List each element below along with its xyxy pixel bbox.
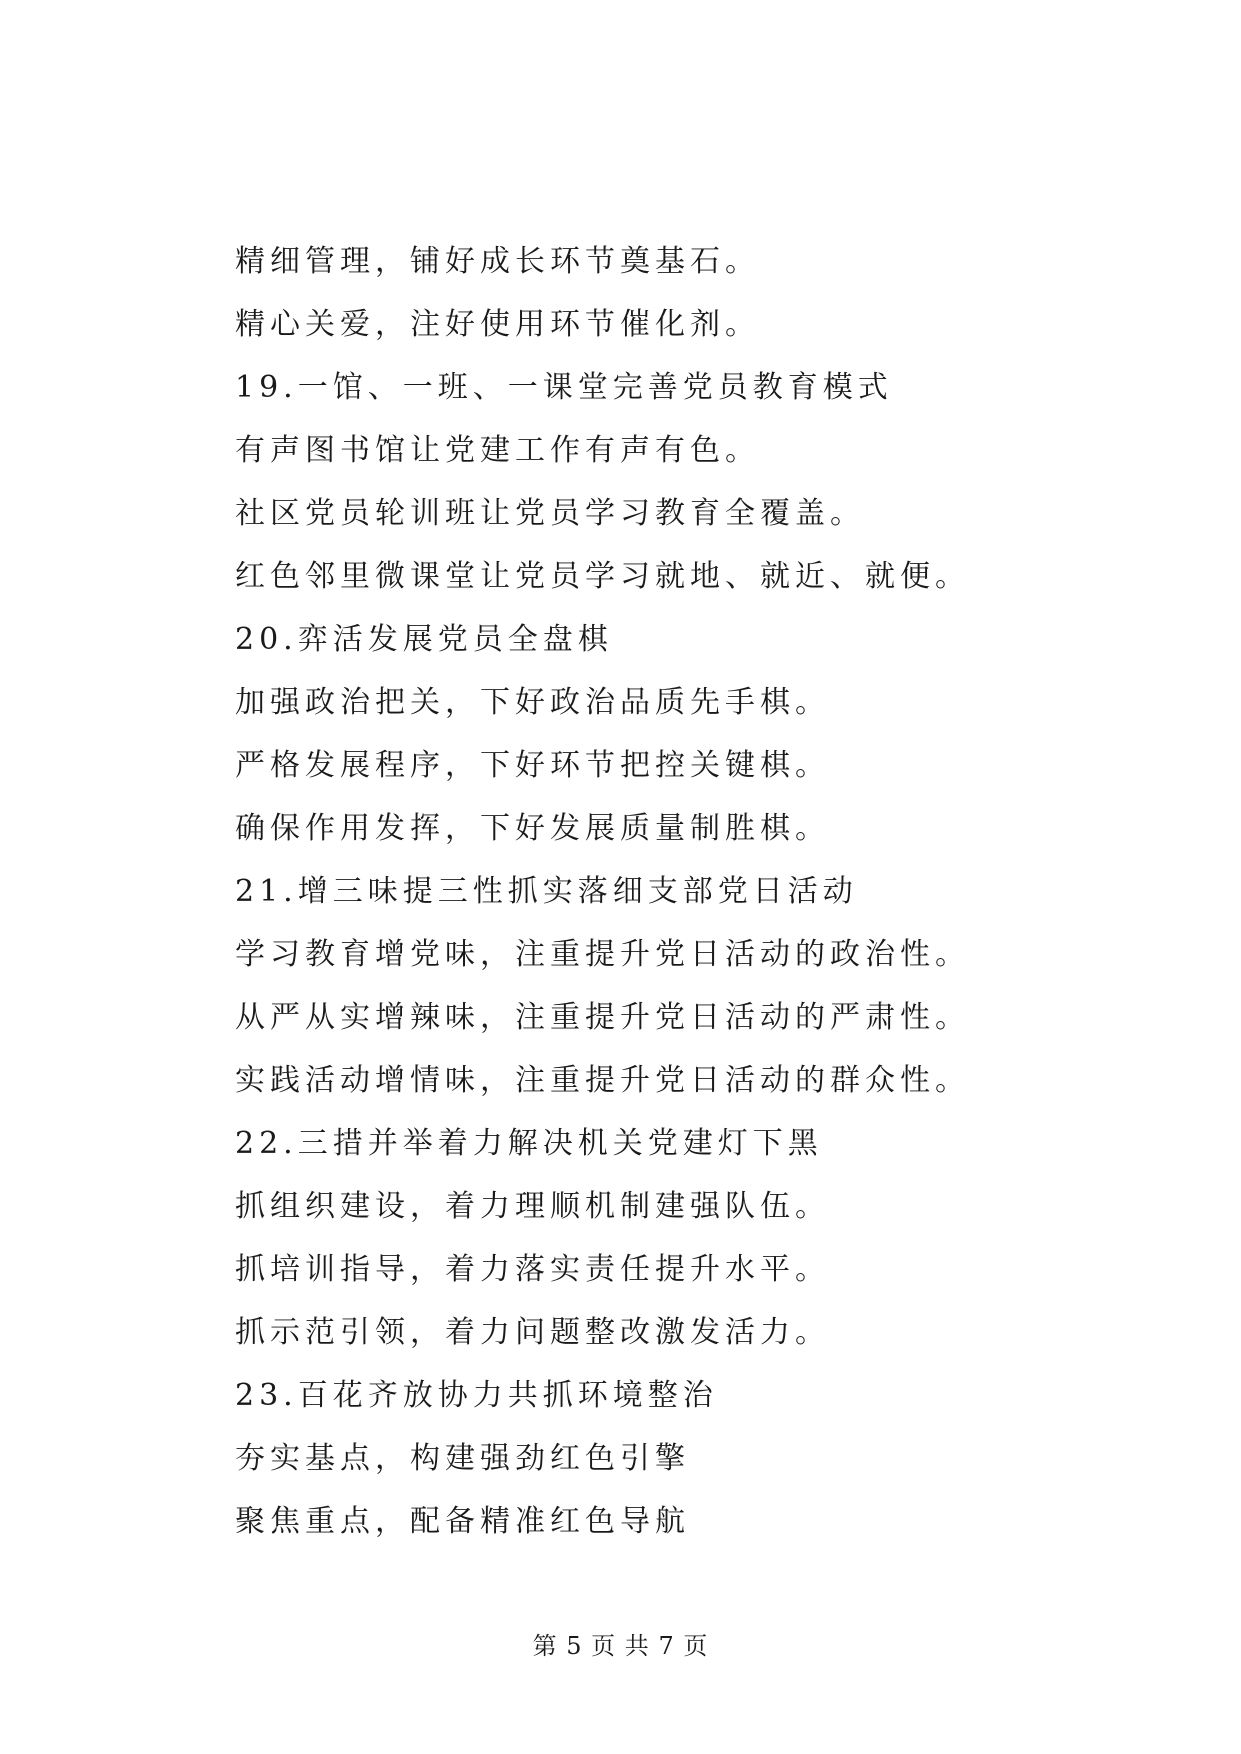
text-line: 从严从实增辣味，注重提升党日活动的严肃性。 <box>235 1000 970 1035</box>
text-line: 红色邻里微课堂让党员学习就地、就近、就便。 <box>235 559 970 594</box>
text-line: 确保作用发挥，下好发展质量制胜棋。 <box>235 811 830 846</box>
text-line: 聚焦重点，配备精准红色导航 <box>235 1504 690 1539</box>
text-line: 夯实基点，构建强劲红色引擎 <box>235 1441 690 1476</box>
section-heading: 19.一馆、一班、一课堂完善党员教育模式 <box>235 370 893 405</box>
section-heading: 20.弈活发展党员全盘棋 <box>235 622 613 657</box>
section-heading: 21.增三味提三性抓实落细支部党日活动 <box>235 874 858 909</box>
text-line: 社区党员轮训班让党员学习教育全覆盖。 <box>235 496 865 531</box>
text-line: 实践活动增情味，注重提升党日活动的群众性。 <box>235 1063 970 1098</box>
text-line: 精心关爱，注好使用环节催化剂。 <box>235 307 760 342</box>
section-heading: 23.百花齐放协力共抓环境整治 <box>235 1378 718 1413</box>
text-line: 加强政治把关，下好政治品质先手棋。 <box>235 685 830 720</box>
page-footer: 第 5 页 共 7 页 <box>532 1632 709 1660</box>
text-line: 学习教育增党味，注重提升党日活动的政治性。 <box>235 937 970 972</box>
text-line: 抓培训指导，着力落实责任提升水平。 <box>235 1252 830 1287</box>
document-body <box>235 230 1175 1553</box>
text-line: 抓示范引领，着力问题整改激发活力。 <box>235 1315 830 1350</box>
text-line: 精细管理，铺好成长环节奠基石。 <box>235 244 760 279</box>
text-line: 严格发展程序，下好环节把控关键棋。 <box>235 748 830 783</box>
text-line: 有声图书馆让党建工作有声有色。 <box>235 433 760 468</box>
text-line: 抓组织建设，着力理顺机制建强队伍。 <box>235 1189 830 1224</box>
section-heading: 22.三措并举着力解决机关党建灯下黑 <box>235 1126 823 1161</box>
